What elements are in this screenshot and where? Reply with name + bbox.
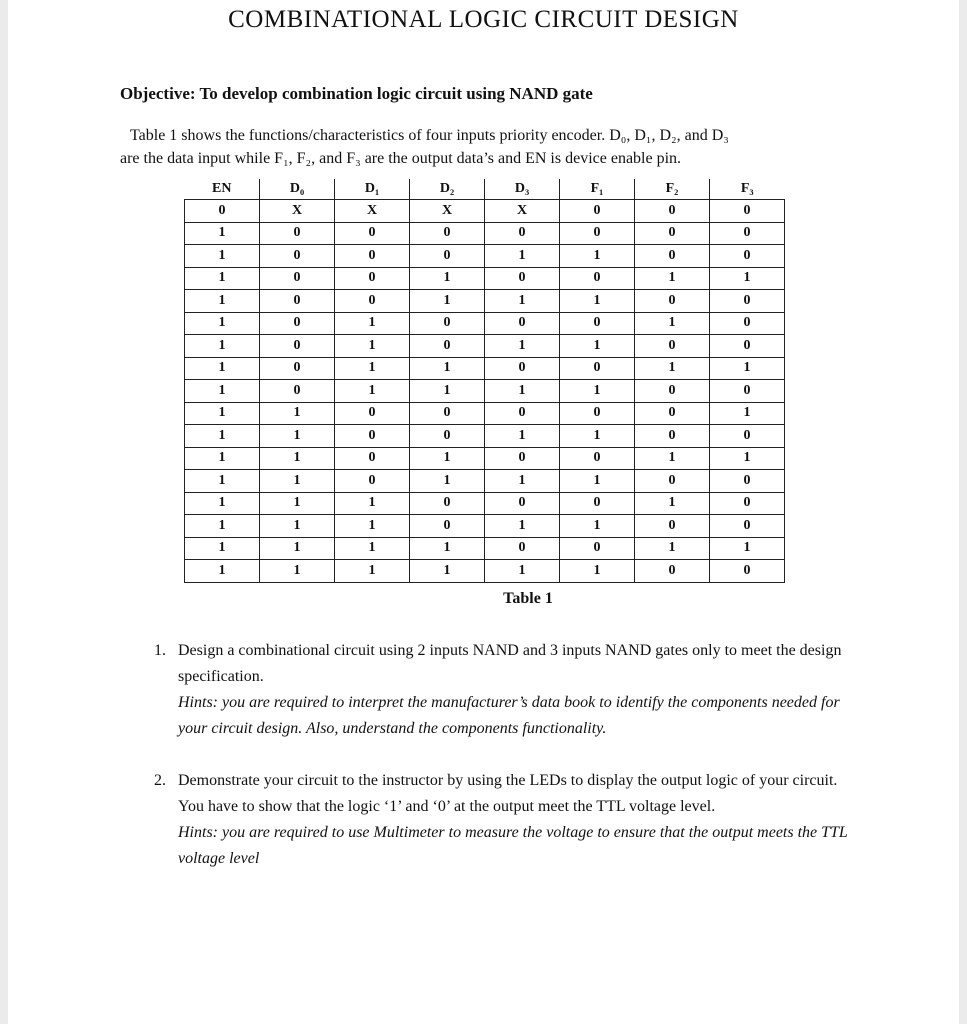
table-caption: Table 1 bbox=[503, 590, 553, 607]
table-cell: 0 bbox=[635, 560, 710, 583]
table-cell: 0 bbox=[335, 425, 410, 448]
truth-table bbox=[184, 179, 785, 583]
table-cell: 1 bbox=[335, 492, 410, 515]
table-row bbox=[185, 335, 785, 358]
column-header: F₂ bbox=[635, 179, 710, 200]
table-cell: 0 bbox=[410, 222, 485, 245]
table-cell: 0 bbox=[335, 290, 410, 313]
table-cell: 0 bbox=[710, 560, 785, 583]
table-cell: 0 bbox=[635, 245, 710, 268]
table-cell: 0 bbox=[485, 222, 560, 245]
task-item-2 bbox=[154, 768, 854, 872]
table-cell: 0 bbox=[710, 290, 785, 313]
table-cell: 1 bbox=[485, 470, 560, 493]
table-cell: 0 bbox=[260, 245, 335, 268]
table-cell: 1 bbox=[410, 357, 485, 380]
table-row bbox=[185, 200, 785, 223]
table-cell: 1 bbox=[260, 425, 335, 448]
table-cell: 0 bbox=[335, 470, 410, 493]
table-row bbox=[185, 290, 785, 313]
table-cell: 1 bbox=[560, 515, 635, 538]
table-cell: 1 bbox=[185, 425, 260, 448]
table-row bbox=[185, 537, 785, 560]
table-cell: 0 bbox=[410, 245, 485, 268]
table-cell: 1 bbox=[335, 380, 410, 403]
table-cell: 1 bbox=[410, 470, 485, 493]
table-cell: 1 bbox=[560, 470, 635, 493]
table-cell: 0 bbox=[260, 357, 335, 380]
table-row bbox=[185, 447, 785, 470]
task-item-1 bbox=[154, 638, 854, 742]
table-cell: 1 bbox=[260, 447, 335, 470]
table-cell: 1 bbox=[710, 402, 785, 425]
column-header: D₃ bbox=[485, 179, 560, 200]
table-cell: 0 bbox=[485, 357, 560, 380]
table-cell: 0 bbox=[560, 402, 635, 425]
table-cell: 1 bbox=[710, 537, 785, 560]
table-cell: 0 bbox=[335, 267, 410, 290]
table-cell: 0 bbox=[560, 357, 635, 380]
table-cell: 1 bbox=[185, 447, 260, 470]
table-cell: 1 bbox=[335, 357, 410, 380]
table-cell: 1 bbox=[260, 537, 335, 560]
table-cell: 0 bbox=[410, 312, 485, 335]
table-cell: 1 bbox=[185, 245, 260, 268]
table-cell: 1 bbox=[260, 470, 335, 493]
table-cell: 1 bbox=[635, 537, 710, 560]
table-cell: 1 bbox=[485, 560, 560, 583]
table-cell: 1 bbox=[635, 357, 710, 380]
table-cell: 0 bbox=[710, 380, 785, 403]
table-row bbox=[185, 470, 785, 493]
table-cell: 0 bbox=[335, 402, 410, 425]
table-row bbox=[185, 222, 785, 245]
table-cell: 0 bbox=[410, 515, 485, 538]
table-cell: 1 bbox=[335, 312, 410, 335]
table-cell: 1 bbox=[485, 380, 560, 403]
table-cell: 0 bbox=[260, 222, 335, 245]
table-cell: 0 bbox=[635, 402, 710, 425]
table-row bbox=[185, 312, 785, 335]
table-row bbox=[185, 267, 785, 290]
task-text: Design a combinational circuit using 2 inputs NAND and 3 inputs NAND gates only to meet the design specification. bbox=[178, 642, 842, 685]
table-row bbox=[185, 425, 785, 448]
table-cell: 0 bbox=[710, 515, 785, 538]
table-cell: 0 bbox=[485, 492, 560, 515]
table-cell: 1 bbox=[560, 380, 635, 403]
table-cell: 0 bbox=[710, 335, 785, 358]
table-cell: 1 bbox=[185, 402, 260, 425]
task-number: 1. bbox=[154, 642, 166, 659]
table-cell: 1 bbox=[635, 492, 710, 515]
objective-heading: Objective: To develop combination logic circuit using NAND gate bbox=[120, 84, 593, 103]
table-cell: 0 bbox=[635, 515, 710, 538]
table-cell: 0 bbox=[635, 425, 710, 448]
column-header: D₂ bbox=[410, 179, 485, 200]
table-cell: 1 bbox=[260, 402, 335, 425]
table-cell: 0 bbox=[485, 447, 560, 470]
table-cell: 0 bbox=[710, 470, 785, 493]
table-cell: 1 bbox=[185, 492, 260, 515]
table-cell: 0 bbox=[635, 222, 710, 245]
table-cell: 0 bbox=[185, 200, 260, 223]
table-cell: 1 bbox=[710, 447, 785, 470]
table-cell: 1 bbox=[410, 267, 485, 290]
table-cell: 1 bbox=[185, 560, 260, 583]
right-page-edge bbox=[959, 0, 967, 1024]
table-cell: 0 bbox=[260, 380, 335, 403]
table-cell: 0 bbox=[710, 222, 785, 245]
table-cell: 0 bbox=[560, 447, 635, 470]
column-header: D₀ bbox=[260, 179, 335, 200]
table-cell: 1 bbox=[485, 425, 560, 448]
table-cell: 0 bbox=[710, 492, 785, 515]
table-cell: 0 bbox=[560, 222, 635, 245]
table-cell: 1 bbox=[335, 560, 410, 583]
table-cell: 1 bbox=[185, 357, 260, 380]
table-cell: 1 bbox=[185, 312, 260, 335]
table-cell: 1 bbox=[410, 380, 485, 403]
table-row bbox=[185, 380, 785, 403]
table-cell: 1 bbox=[485, 290, 560, 313]
table-cell: 0 bbox=[260, 312, 335, 335]
table-cell: 1 bbox=[560, 290, 635, 313]
table-cell: 1 bbox=[560, 335, 635, 358]
table-cell: 0 bbox=[635, 200, 710, 223]
document-page bbox=[8, 0, 959, 1024]
table-cell: 0 bbox=[635, 335, 710, 358]
table-cell: 0 bbox=[410, 335, 485, 358]
table-cell: 1 bbox=[185, 335, 260, 358]
table-cell: 0 bbox=[560, 267, 635, 290]
table-cell: 0 bbox=[260, 335, 335, 358]
table-cell: 0 bbox=[710, 312, 785, 335]
table-cell: 1 bbox=[335, 537, 410, 560]
table-cell: 0 bbox=[410, 492, 485, 515]
task-number: 2. bbox=[154, 772, 166, 789]
table-cell: 1 bbox=[335, 335, 410, 358]
table-row bbox=[185, 560, 785, 583]
table-row bbox=[185, 245, 785, 268]
table-cell: 1 bbox=[260, 515, 335, 538]
table-cell: X bbox=[485, 200, 560, 223]
table-cell: 0 bbox=[635, 380, 710, 403]
table-cell: 1 bbox=[410, 537, 485, 560]
table-cell: 1 bbox=[335, 515, 410, 538]
table-cell: X bbox=[260, 200, 335, 223]
intro-paragraph bbox=[120, 124, 840, 170]
table-cell: 0 bbox=[410, 425, 485, 448]
table-cell: 0 bbox=[635, 470, 710, 493]
table-row bbox=[185, 402, 785, 425]
table-row bbox=[185, 515, 785, 538]
task-hint: Hints: you are required to interpret the manufacturer’s data book to identify the components needed for your circuit design. Also, understand the components functionality. bbox=[178, 694, 840, 737]
table-cell: 1 bbox=[410, 290, 485, 313]
truth-table-header bbox=[185, 179, 785, 200]
table-cell: 0 bbox=[485, 402, 560, 425]
column-header: F₁ bbox=[560, 179, 635, 200]
table-cell: 1 bbox=[635, 447, 710, 470]
table-cell: X bbox=[410, 200, 485, 223]
table-cell: 1 bbox=[185, 470, 260, 493]
table-cell: 1 bbox=[185, 222, 260, 245]
table-cell: 1 bbox=[185, 267, 260, 290]
table-cell: 1 bbox=[635, 267, 710, 290]
column-header: D₁ bbox=[335, 179, 410, 200]
table-cell: 0 bbox=[260, 267, 335, 290]
table-cell: 0 bbox=[560, 312, 635, 335]
task-hint: Hints: you are required to use Multimeter to measure the voltage to ensure that the output meets the TTL voltage level bbox=[178, 824, 848, 867]
table-cell: 0 bbox=[485, 267, 560, 290]
table-cell: 0 bbox=[335, 447, 410, 470]
table-row bbox=[185, 492, 785, 515]
column-header: F₃ bbox=[710, 179, 785, 200]
truth-table-body bbox=[185, 200, 785, 583]
intro-line-1: Table 1 shows the functions/characteristics of four inputs priority encoder. D₀, D₁, D₂, and D₃ bbox=[130, 127, 729, 144]
table-cell: 0 bbox=[335, 222, 410, 245]
table-cell: 0 bbox=[560, 537, 635, 560]
table-cell: 0 bbox=[635, 290, 710, 313]
table-cell: 1 bbox=[185, 515, 260, 538]
table-cell: 1 bbox=[485, 335, 560, 358]
intro-line-2: are the data input while F₁, F₂, and F₃ are the output data’s and EN is device enable pin. bbox=[120, 150, 682, 167]
column-header: EN bbox=[185, 179, 260, 200]
table-cell: 1 bbox=[185, 537, 260, 560]
table-cell: 0 bbox=[335, 245, 410, 268]
table-cell: 0 bbox=[560, 492, 635, 515]
table-cell: 1 bbox=[560, 245, 635, 268]
table-row bbox=[185, 357, 785, 380]
task-text: Demonstrate your circuit to the instructor by using the LEDs to display the output logic of your circuit. You have to show that the logic ‘1’ and ‘0’ at the output meet the TTL voltage level. bbox=[178, 772, 838, 815]
table-cell: 1 bbox=[635, 312, 710, 335]
left-page-edge bbox=[0, 0, 8, 1024]
table-cell: 1 bbox=[560, 425, 635, 448]
table-cell: 0 bbox=[485, 312, 560, 335]
table-cell: 1 bbox=[485, 515, 560, 538]
table-cell: 0 bbox=[410, 402, 485, 425]
table-cell: 1 bbox=[410, 560, 485, 583]
table-cell: 0 bbox=[710, 245, 785, 268]
table-cell: 1 bbox=[560, 560, 635, 583]
table-cell: 1 bbox=[260, 492, 335, 515]
table-cell: 1 bbox=[710, 357, 785, 380]
table-cell: 1 bbox=[185, 290, 260, 313]
table-cell: 1 bbox=[485, 245, 560, 268]
table-cell: 0 bbox=[710, 200, 785, 223]
table-cell: 1 bbox=[710, 267, 785, 290]
table-cell: 1 bbox=[410, 447, 485, 470]
table-cell: 0 bbox=[260, 290, 335, 313]
table-cell: 0 bbox=[710, 425, 785, 448]
table-cell: 0 bbox=[485, 537, 560, 560]
table-cell: X bbox=[335, 200, 410, 223]
table-cell: 1 bbox=[260, 560, 335, 583]
page-title: COMBINATIONAL LOGIC CIRCUIT DESIGN bbox=[228, 6, 739, 33]
table-cell: 0 bbox=[560, 200, 635, 223]
task-list bbox=[154, 638, 854, 898]
table-cell: 1 bbox=[185, 380, 260, 403]
